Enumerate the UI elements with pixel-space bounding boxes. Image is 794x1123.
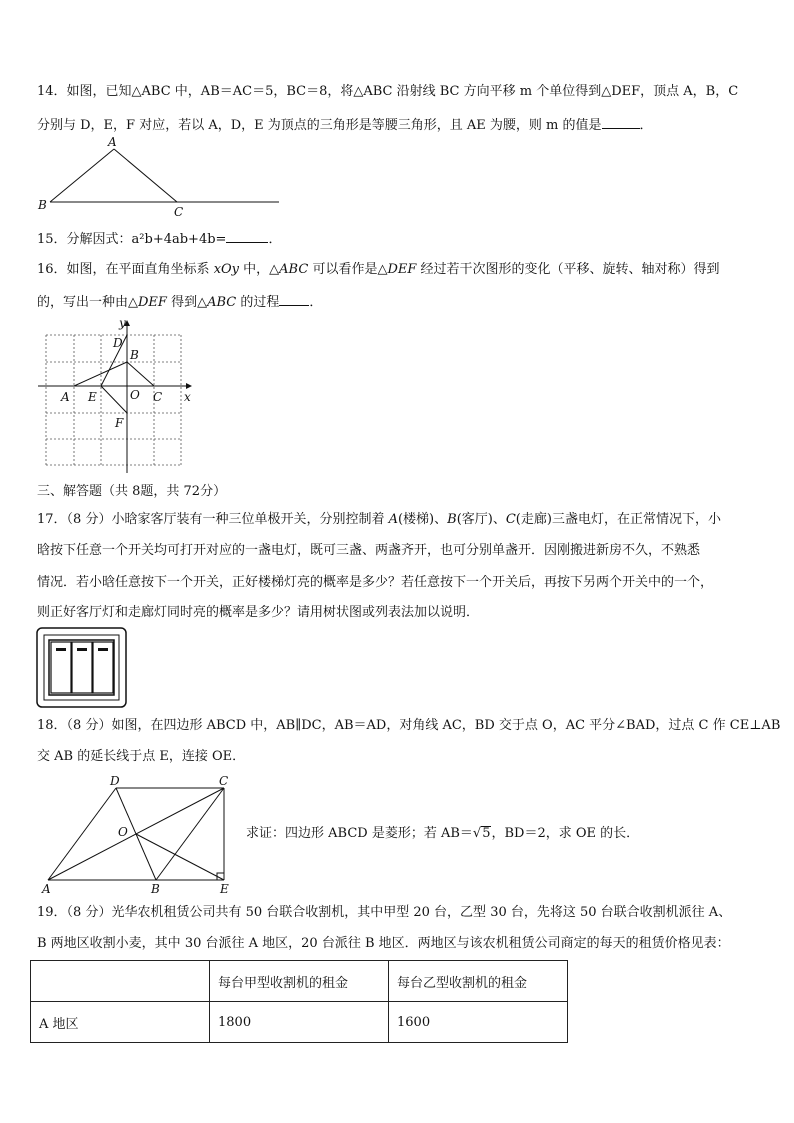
q17-var-b: B xyxy=(447,512,457,527)
table-row xyxy=(31,1002,568,1043)
label-e: E xyxy=(220,882,229,894)
q17-var-c: C xyxy=(505,512,516,527)
label-x: x xyxy=(184,390,191,404)
q17-line4: 则正好客厅灯和走廊灯同时亮的概率是多少？请用树状图或列表法加以说明． xyxy=(37,605,480,620)
q16-text: 的过程 xyxy=(236,295,280,310)
label-f: F xyxy=(115,416,124,430)
q16-abc: ABC xyxy=(207,295,237,310)
q16-xoy: xOy xyxy=(213,262,240,277)
label-c: C xyxy=(219,774,229,788)
label-o: O xyxy=(118,825,128,839)
table-cell: A 地区 xyxy=(31,1002,210,1043)
q14-line1: 14．如图，已知△ABC 中，AB＝AC＝5，BC＝8，将△ABC 沿射线 BC 方向平移 m 个单位得到△DEF，顶点 A，B，C xyxy=(37,84,739,99)
q17-text: (客厅)、 xyxy=(456,512,506,527)
table-header-row xyxy=(31,961,568,1002)
label-y: y xyxy=(119,316,126,330)
q17-text: (走廊)三盏电灯，在正常情况下，小 xyxy=(515,512,721,527)
sqrt-radicand: 5 xyxy=(482,826,491,841)
label-d: D xyxy=(110,774,120,788)
answer-blank xyxy=(279,293,309,306)
label-b: B xyxy=(38,198,47,212)
rental-price-table xyxy=(30,960,568,1043)
q16-text: 中，△ xyxy=(239,262,280,277)
switch-panel-figure xyxy=(36,627,128,709)
switch-indicator xyxy=(56,648,66,651)
q15-line xyxy=(37,230,281,248)
q17-line2: 晗按下任意一个开关均可打开对应的一盏电灯，既可三盏、两盏齐开，也可分别单盏开．因刚搬进新房不久，不熟悉 xyxy=(37,543,701,558)
q16-line1 xyxy=(37,262,720,278)
side-ac xyxy=(114,149,177,202)
q19-line2: B 两地区收割小麦，其中 30 台派往 A 地区，20 台派往 B 地区．两地区与该农机租赁公司商定的每天的租赁价格见表： xyxy=(37,936,730,951)
q16-coordinate-grid-figure xyxy=(36,315,196,475)
side-ad xyxy=(48,788,116,880)
table-header-cell xyxy=(31,961,210,1002)
sqrt-symbol: √ xyxy=(472,826,482,841)
switch-indicator xyxy=(98,648,108,651)
q17-var-a: A xyxy=(388,512,398,527)
section3-heading: 三、解答题（共 8题，共 72分） xyxy=(37,484,227,499)
q16-end: ． xyxy=(309,295,323,310)
switch-indicator xyxy=(77,648,87,651)
label-b: B xyxy=(130,348,139,362)
table-cell: 1600 xyxy=(389,1002,568,1043)
q14-end: ． xyxy=(639,118,653,133)
q18-prove-text: ，BD＝2，求 OE 的长． xyxy=(491,826,640,841)
q16-def: DEF xyxy=(387,262,417,277)
label-o: O xyxy=(130,388,140,402)
label-d: D xyxy=(113,336,123,350)
q19-line1: 19．（8 分）光华农机租赁公司共有 50 台联合收割机，其中甲型 20 台，乙型 30 台，先将这 50 台联合收割机派往 A、 xyxy=(37,905,732,920)
q16-text: 的，写出一种由△ xyxy=(37,295,138,310)
q16-text: 得到△ xyxy=(166,295,208,310)
q17-text: (楼梯)、 xyxy=(397,512,448,527)
q14-line2-text: 分别与 D，E，F 对应，若以 A，D，E 为顶点的三角形是等腰三角形，且 AE 为腰，则 m 的值是 xyxy=(37,118,602,133)
q17-text: 17．（8 分）小晗家客厅装有一种三位单极开关，分别控制着 xyxy=(37,512,389,527)
label-c: C xyxy=(174,205,184,219)
q18-rhombus-figure xyxy=(36,774,236,894)
q16-abc: ABC xyxy=(279,262,309,277)
q14-triangle-figure xyxy=(34,134,284,220)
q18-line2: 交 AB 的延长线于点 E，连接 OE． xyxy=(37,749,246,764)
label-a: A xyxy=(108,135,117,149)
q16-line2 xyxy=(37,293,322,311)
x-axis-arrow xyxy=(186,383,192,389)
label-b: B xyxy=(151,882,160,894)
label-a: A xyxy=(61,390,70,404)
q16-text: 可以看作是△ xyxy=(308,262,388,277)
q16-text: 16．如图，在平面直角坐标系 xyxy=(37,262,214,277)
q14-line2 xyxy=(37,116,653,134)
answer-blank xyxy=(602,116,640,129)
segment-oe xyxy=(136,834,224,880)
answer-blank xyxy=(226,230,268,243)
label-a: A xyxy=(42,882,51,894)
label-e: E xyxy=(88,390,97,404)
q15-text: 15．分解因式：a²b+4ab+4b= xyxy=(37,232,227,247)
q18-line1: 18．（8 分）如图，在四边形 ABCD 中，AB∥DC，AB＝AD，对角线 AC，BD 交于点 O，AC 平分∠BAD，过点 C 作 CE⊥AB xyxy=(37,718,781,733)
side-cb xyxy=(156,788,224,880)
label-c: C xyxy=(153,390,163,404)
q15-end: ． xyxy=(268,232,282,247)
triangle-abc xyxy=(74,362,154,386)
table-header-cell: 每台甲型收割机的租金 xyxy=(210,961,389,1002)
q16-def: DEF xyxy=(138,295,167,310)
q17-line1 xyxy=(37,512,721,528)
q16-text: 经过若干次图形的变化（平移、旋转、轴对称）得到 xyxy=(416,262,720,277)
q17-line3: 情况．若小晗任意按下一个开关，正好楼梯灯亮的概率是多少？若任意按下一个开关后，再按下另两个开关中的一个， xyxy=(37,575,714,590)
table-header-cell: 每台乙型收割机的租金 xyxy=(389,961,568,1002)
q18-prove-text: 求证：四边形 ABCD 是菱形；若 AB＝ xyxy=(246,826,473,841)
table-cell: 1800 xyxy=(210,1002,389,1043)
side-ab xyxy=(50,149,114,202)
q18-prove xyxy=(246,826,639,842)
